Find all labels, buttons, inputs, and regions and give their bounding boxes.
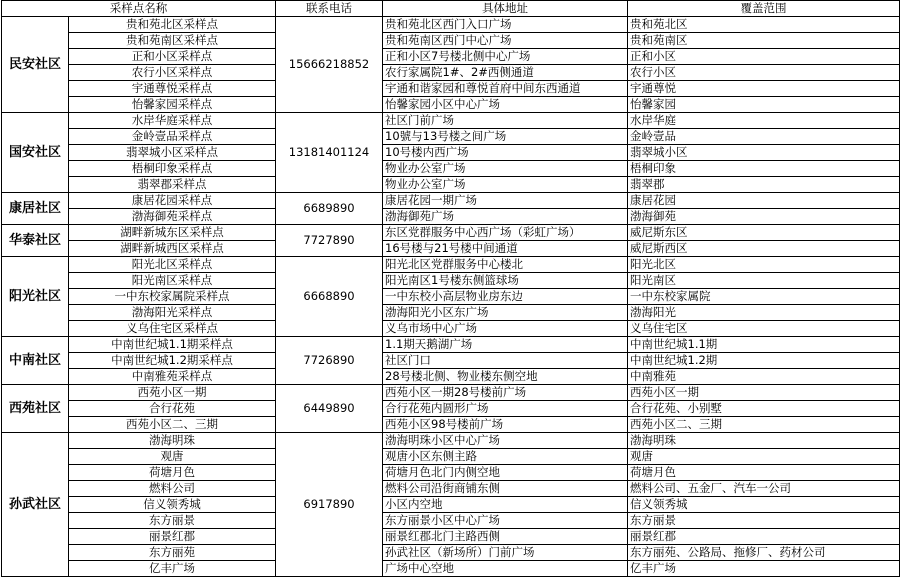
table-row — [2, 81, 900, 97]
community-name-cell: 孙武社区 — [2, 433, 69, 577]
table-row — [2, 257, 900, 273]
table-body — [2, 17, 900, 577]
address-cell: 西苑小区一期28号楼前广场 — [383, 385, 628, 401]
coverage-cell: 阳光南区 — [628, 273, 900, 289]
address-cell: 16号楼与21号楼中间通道 — [383, 241, 628, 257]
community-name-cell: 华泰社区 — [2, 225, 69, 257]
contact-phone-cell: 6668890 — [276, 257, 383, 337]
address-cell: 小区内空地 — [383, 497, 628, 513]
site-name-cell: 贵和苑北区采样点 — [69, 17, 276, 33]
site-name-cell: 农行小区采样点 — [69, 65, 276, 81]
coverage-cell: 梧桐印象 — [628, 161, 900, 177]
table-row — [2, 321, 900, 337]
site-name-cell: 西苑小区二、三期 — [69, 417, 276, 433]
coverage-cell: 亿丰广场 — [628, 561, 900, 577]
site-name-cell: 义乌住宅区采样点 — [69, 321, 276, 337]
site-name-cell: 水岸华庭采样点 — [69, 113, 276, 129]
coverage-cell: 东方丽景 — [628, 513, 900, 529]
table-row — [2, 49, 900, 65]
coverage-cell: 渤海明珠 — [628, 433, 900, 449]
table-row — [2, 177, 900, 193]
table-row — [2, 161, 900, 177]
coverage-cell: 中南雅苑 — [628, 369, 900, 385]
table-row — [2, 369, 900, 385]
coverage-cell: 中南世纪城1.1期 — [628, 337, 900, 353]
table-row — [2, 481, 900, 497]
coverage-cell: 康居花园 — [628, 193, 900, 209]
coverage-cell: 东方丽苑、公路局、拖修厂、药材公司 — [628, 545, 900, 561]
header-phone: 联系电话 — [276, 1, 383, 17]
table-row — [2, 289, 900, 305]
site-name-cell: 东方丽苑 — [69, 545, 276, 561]
coverage-cell: 水岸华庭 — [628, 113, 900, 129]
site-name-cell: 翡翠城小区采样点 — [69, 145, 276, 161]
table-row — [2, 513, 900, 529]
coverage-cell: 合行花苑、小别墅 — [628, 401, 900, 417]
site-name-cell: 康居花园采样点 — [69, 193, 276, 209]
contact-phone-cell: 6689890 — [276, 193, 383, 225]
site-name-cell: 中南世纪城1.2期采样点 — [69, 353, 276, 369]
address-cell: 康居花园一期广场 — [383, 193, 628, 209]
table-row — [2, 353, 900, 369]
coverage-cell: 西苑小区二、三期 — [628, 417, 900, 433]
site-name-cell: 宇通尊悦采样点 — [69, 81, 276, 97]
address-cell: 贵和苑北区西门入口广场 — [383, 17, 628, 33]
coverage-cell: 宇通尊悦 — [628, 81, 900, 97]
address-cell: 西苑小区98号楼前广场 — [383, 417, 628, 433]
address-cell: 正和小区7号楼北侧中心广场 — [383, 49, 628, 65]
table-row — [2, 529, 900, 545]
coverage-cell: 燃料公司、五金厂、汽车一公司 — [628, 481, 900, 497]
table-row — [2, 97, 900, 113]
contact-phone-cell: 7727890 — [276, 225, 383, 257]
address-cell: 社区门口 — [383, 353, 628, 369]
table-row — [2, 33, 900, 49]
address-cell: 荷塘月色北门内侧空地 — [383, 465, 628, 481]
table-row — [2, 225, 900, 241]
address-cell: 怡馨家园小区中心广场 — [383, 97, 628, 113]
table-row — [2, 113, 900, 129]
coverage-cell: 荷塘月色 — [628, 465, 900, 481]
address-cell: 物业办公室广场 — [383, 177, 628, 193]
coverage-cell: 贵和苑北区 — [628, 17, 900, 33]
contact-phone-cell: 7726890 — [276, 337, 383, 385]
site-name-cell: 阳光南区采样点 — [69, 273, 276, 289]
address-cell: 东方丽景小区中心广场 — [383, 513, 628, 529]
site-name-cell: 正和小区采样点 — [69, 49, 276, 65]
header-address: 具体地址 — [383, 1, 628, 17]
address-cell: 观唐小区东侧主路 — [383, 449, 628, 465]
address-cell: 燃料公司沿街商铺东侧 — [383, 481, 628, 497]
coverage-cell: 西苑小区一期 — [628, 385, 900, 401]
address-cell: 阳光北区党群服务中心楼北 — [383, 257, 628, 273]
site-name-cell: 一中东校家属院采样点 — [69, 289, 276, 305]
contact-phone-cell: 6917890 — [276, 433, 383, 577]
contact-phone-cell: 15666218852 — [276, 17, 383, 113]
table-row — [2, 449, 900, 465]
table-row — [2, 209, 900, 225]
coverage-cell: 正和小区 — [628, 49, 900, 65]
coverage-cell: 金岭壹品 — [628, 129, 900, 145]
address-cell: 10号楼内西广场 — [383, 145, 628, 161]
site-name-cell: 湖畔新城西区采样点 — [69, 241, 276, 257]
table-row — [2, 561, 900, 577]
address-cell: 一中东校小高层物业房东边 — [383, 289, 628, 305]
address-cell: 阳光南区1号楼东侧篮球场 — [383, 273, 628, 289]
coverage-cell: 渤海御苑 — [628, 209, 900, 225]
address-cell: 28号楼北侧、物业楼东侧空地 — [383, 369, 628, 385]
site-name-cell: 渤海御苑采样点 — [69, 209, 276, 225]
site-name-cell: 信义领秀城 — [69, 497, 276, 513]
address-cell: 义乌市场中心广场 — [383, 321, 628, 337]
community-name-cell: 西苑社区 — [2, 385, 69, 433]
address-cell: 渤海明珠小区中心广场 — [383, 433, 628, 449]
address-cell: 广场中心空地 — [383, 561, 628, 577]
table-header-row — [2, 1, 900, 17]
address-cell: 社区门前广场 — [383, 113, 628, 129]
table-row — [2, 401, 900, 417]
address-cell: 宇通和谐家园和尊悦首府中间东西通道 — [383, 81, 628, 97]
community-name-cell: 国安社区 — [2, 113, 69, 193]
site-name-cell: 渤海阳光采样点 — [69, 305, 276, 321]
coverage-cell: 威尼斯西区 — [628, 241, 900, 257]
community-name-cell: 阳光社区 — [2, 257, 69, 337]
site-name-cell: 观唐 — [69, 449, 276, 465]
coverage-cell: 怡馨家园 — [628, 97, 900, 113]
coverage-cell: 义乌住宅区 — [628, 321, 900, 337]
address-cell: 1.1期天鹅湖广场 — [383, 337, 628, 353]
site-name-cell: 渤海明珠 — [69, 433, 276, 449]
coverage-cell: 信义领秀城 — [628, 497, 900, 513]
coverage-cell: 一中东校家属院 — [628, 289, 900, 305]
site-name-cell: 湖畔新城东区采样点 — [69, 225, 276, 241]
site-name-cell: 丽景红郡 — [69, 529, 276, 545]
contact-phone-cell: 13181401124 — [276, 113, 383, 193]
site-name-cell: 金岭壹品采样点 — [69, 129, 276, 145]
community-name-cell: 民安社区 — [2, 17, 69, 113]
table-row — [2, 241, 900, 257]
table-row — [2, 497, 900, 513]
table-row — [2, 385, 900, 401]
table-row — [2, 417, 900, 433]
table-row — [2, 17, 900, 33]
address-cell: 东区党群服务中心西广场（彩虹广场） — [383, 225, 628, 241]
table-row — [2, 65, 900, 81]
coverage-cell: 翡翠郡 — [628, 177, 900, 193]
community-name-cell: 康居社区 — [2, 193, 69, 225]
site-name-cell: 怡馨家园采样点 — [69, 97, 276, 113]
table-row — [2, 129, 900, 145]
address-cell: 物业办公室广场 — [383, 161, 628, 177]
coverage-cell: 贵和苑南区 — [628, 33, 900, 49]
site-name-cell: 荷塘月色 — [69, 465, 276, 481]
header-site-name: 采样点名称 — [2, 1, 276, 17]
address-cell: 10號与13号楼之间广场 — [383, 129, 628, 145]
address-cell: 渤海阳光小区东广场 — [383, 305, 628, 321]
site-name-cell: 中南世纪城1.1期采样点 — [69, 337, 276, 353]
header-coverage: 覆盖范围 — [628, 1, 900, 17]
coverage-cell: 威尼斯东区 — [628, 225, 900, 241]
site-name-cell: 翡翠郡采样点 — [69, 177, 276, 193]
site-name-cell: 梧桐印象采样点 — [69, 161, 276, 177]
coverage-cell: 渤海阳光 — [628, 305, 900, 321]
coverage-cell: 中南世纪城1.2期 — [628, 353, 900, 369]
site-name-cell: 贵和苑南区采样点 — [69, 33, 276, 49]
address-cell: 丽景红郡北门主路西侧 — [383, 529, 628, 545]
site-name-cell: 亿丰广场 — [69, 561, 276, 577]
table-row — [2, 465, 900, 481]
coverage-cell: 阳光北区 — [628, 257, 900, 273]
site-name-cell: 阳光北区采样点 — [69, 257, 276, 273]
table-row — [2, 193, 900, 209]
contact-phone-cell: 6449890 — [276, 385, 383, 433]
table-row — [2, 305, 900, 321]
table-row — [2, 337, 900, 353]
table-row — [2, 273, 900, 289]
sampling-points-table — [1, 0, 900, 577]
address-cell: 孙武社区（新场所）门前广场 — [383, 545, 628, 561]
site-name-cell: 西苑小区一期 — [69, 385, 276, 401]
address-cell: 渤海御苑广场 — [383, 209, 628, 225]
coverage-cell: 丽景红郡 — [628, 529, 900, 545]
coverage-cell: 观唐 — [628, 449, 900, 465]
table-row — [2, 433, 900, 449]
address-cell: 农行家属院1#、2#西侧通道 — [383, 65, 628, 81]
site-name-cell: 合行花苑 — [69, 401, 276, 417]
coverage-cell: 翡翠城小区 — [628, 145, 900, 161]
site-name-cell: 燃料公司 — [69, 481, 276, 497]
community-name-cell: 中南社区 — [2, 337, 69, 385]
site-name-cell: 东方丽景 — [69, 513, 276, 529]
address-cell: 合行花苑内圆形广场 — [383, 401, 628, 417]
table-row — [2, 145, 900, 161]
address-cell: 贵和苑南区西门中心广场 — [383, 33, 628, 49]
table-row — [2, 545, 900, 561]
coverage-cell: 农行小区 — [628, 65, 900, 81]
site-name-cell: 中南雅苑采样点 — [69, 369, 276, 385]
